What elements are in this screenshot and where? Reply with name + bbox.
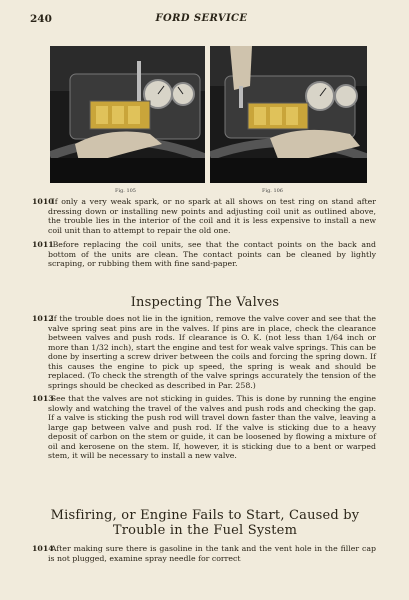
paragraph-number: 1014	[32, 544, 54, 553]
running-head: FORD SERVICE	[155, 13, 248, 24]
body-text-lower	[32, 544, 376, 565]
paragraph-text: See that the valves are not sticking in guides. This is done by running the engine slowly and watching the travel of the valves and push rods and checking the gap. If a valve is sticking the push rod will travel down faster than the valve, leaving a large gap between valve and push rod. If the valve is sticking due to a heavy deposit of carbon on the stem or guide, it can be loosened by flowing a mixture of oil and kerosene on the stem. If, however, it is sticking due to a bent or warped stem, it will be necessary to install a new valve.	[48, 394, 376, 460]
paragraph-number: 1011	[32, 240, 54, 249]
paragraph-1013	[32, 394, 376, 461]
page-header	[30, 13, 373, 27]
paragraph-1012	[32, 314, 376, 390]
paragraph-1014	[32, 544, 376, 563]
paragraph-text: If only a very weak spark, or no spark at all shows on test ring on stand after dressing down or installing new points and adjusting coil unit as outlined above, the trouble lies in the interior of the coil and it is less expensive to install a new coil unit than to attempt to repair the old one.	[48, 197, 377, 235]
paragraph-number: 1013	[32, 394, 54, 403]
figure-105-photo	[50, 46, 205, 183]
paragraph-text: Before replacing the coil units, see that the contact points on the back and bottom of the units are clean. The contact points can be cleaned by lightly scraping, or rubbing them with fine sand-paper.	[48, 240, 377, 268]
section-heading-inspecting-valves: Inspecting The Valves	[130, 295, 280, 310]
paragraph-number: 1012	[32, 314, 54, 323]
figure-106-photo	[210, 46, 367, 183]
body-text-middle	[32, 314, 376, 463]
body-text-upper	[32, 197, 376, 271]
figure-row	[50, 46, 367, 183]
paragraph-number: 1010	[32, 197, 54, 206]
page-number: 240	[30, 13, 52, 25]
figure-106-caption: Fig. 106	[262, 188, 283, 194]
paragraph-text: If the trouble does not lie in the ignition, remove the valve cover and see that the valve spring seat pins are in the valves. If pins are in place, check the clearance between valves and push rods. If clearance is O. K. (not less than 1/64 inch or more than 1/32 inch), start the engine and test for weak valve springs. This can be done by inserting a screw driver between the coils and forcing the spring down. If this causes the engine to pick up speed, the spring is weak and should be replaced. (To check the strength of the valve springs accurately the tension of the springs should be checked as described in Par. 258.)	[48, 314, 376, 390]
paragraph-1011	[32, 240, 376, 269]
figure-105-caption: Fig. 105	[115, 188, 136, 194]
paragraph-1010	[32, 197, 376, 235]
section-heading-misfiring: Misfiring, or Engine Fails to Start, Caused by Trouble in the Fuel System	[50, 508, 360, 538]
paragraph-text: After making sure there is gasoline in the tank and the vent hole in the filler cap is not plugged, examine spray needle for correct	[48, 544, 376, 563]
